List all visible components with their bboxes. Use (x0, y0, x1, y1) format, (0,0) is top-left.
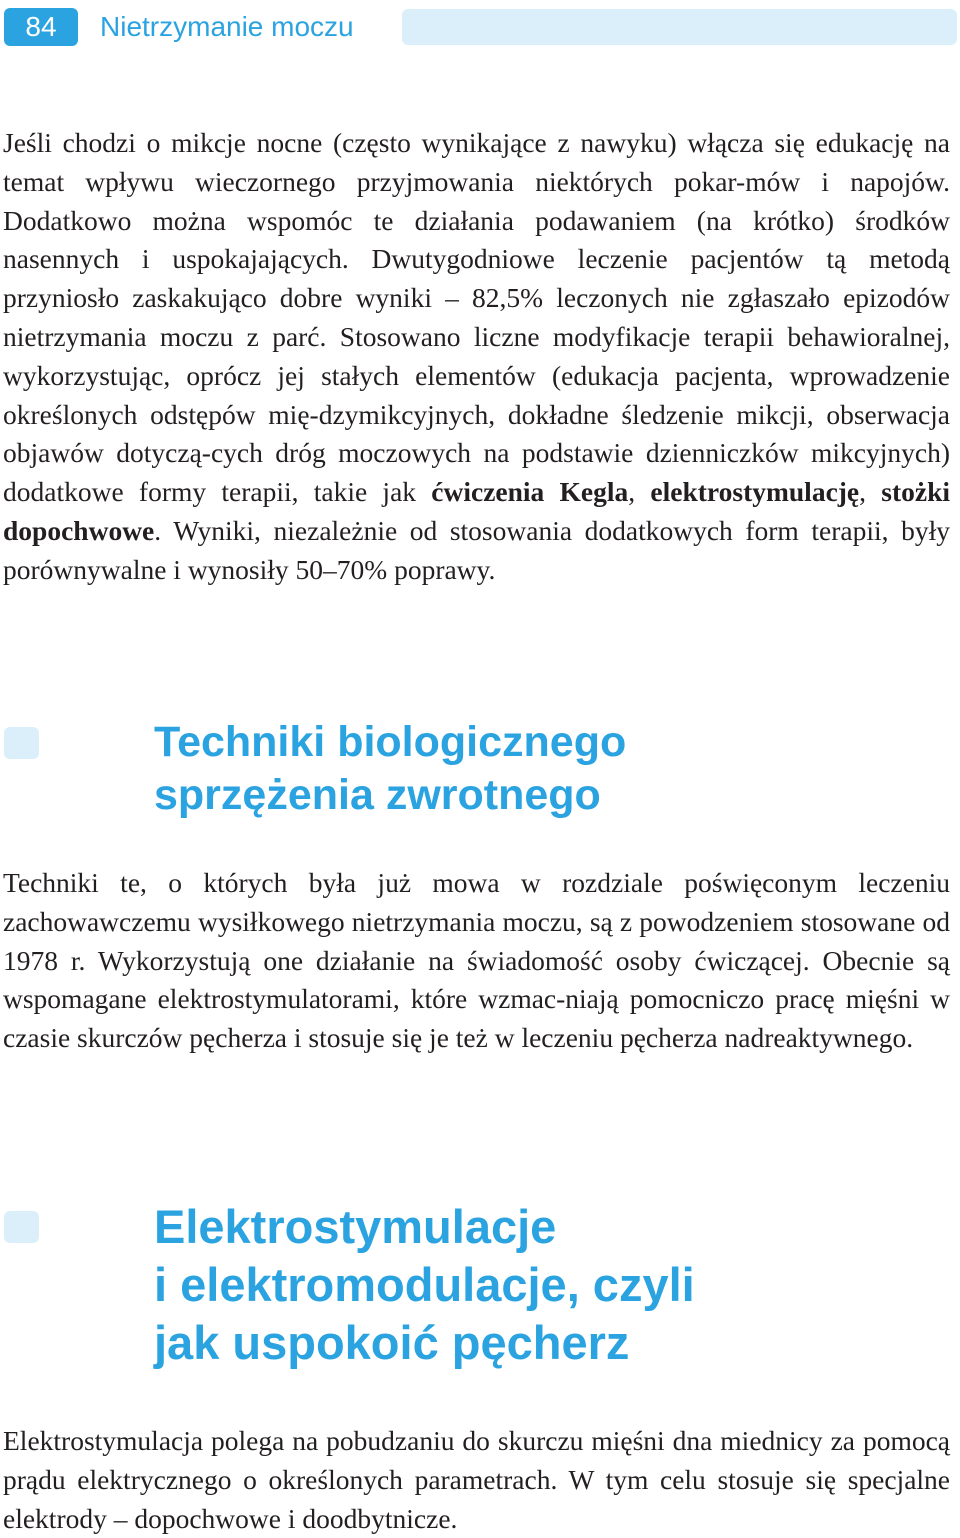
paragraph-line: liczne modyfikacje terapii behawioralnej, wykorzystując, oprócz jej stałych (3, 320, 950, 391)
paragraph-line: cych dróg moczowych na podstawie dzienniczków mikcyjnych) dodatkowe (3, 437, 950, 508)
section-heading-biofeedback (154, 716, 626, 822)
paragraph-line: zachowawczemu wysiłkowego nietrzymania moczu, są z powodzeniem (3, 905, 794, 937)
paragraph-line: ćwiczącej. Obecnie są wspomagane elektrostymulatorami, które wzmac- (3, 944, 950, 1015)
bold-term: stożki (881, 476, 951, 508)
page-header (0, 6, 960, 48)
biofeedback-paragraph (3, 864, 950, 1058)
paragraph-line: formy terapii, takie jak (138, 476, 432, 508)
paragraph-line: terapii, były porównywalne i wynosiły 50–70% poprawy. (3, 514, 951, 585)
paragraph-line: leczonych nie zgłaszało epizodów nietrzymania moczu z parć. Stosowano (3, 282, 950, 352)
paragraph-line: . Wyniki, niezależnie od stosowania dodatkowych form (154, 514, 799, 546)
heading-line: jak uspokoić pęcherz (154, 1316, 630, 1369)
bold-term: elektrostymulację (650, 476, 860, 508)
paragraph-line: też w leczeniu pęcherza nadreaktywnego. (455, 1022, 914, 1054)
heading-line: i elektromodulacje, czyli (154, 1258, 695, 1311)
heading-line: Elektrostymulacje (154, 1200, 557, 1253)
running-title: Nietrzymanie moczu (100, 11, 354, 42)
paragraph-line: pomocą prądu elektrycznego o określonych parametrach. W tym celu (3, 1425, 950, 1495)
electrostimulation-paragraph (3, 1422, 950, 1538)
header-decorative-bar (402, 9, 957, 45)
heading-line: Techniki biologicznego (154, 718, 627, 766)
heading-line: sprzężenia zwrotnego (154, 771, 601, 819)
bold-term: ćwiczenia Kegla (431, 476, 629, 508)
separator: , (628, 476, 651, 508)
paragraph-line: niają pomocniczo pracę mięśni w czasie skurczów pęcherza i stosuje się je (3, 983, 950, 1054)
paragraph-line: mów i napojów. Dodatkowo można wspomóc te działania podawaniem (na (3, 165, 950, 236)
paragraph-line: krótko) środków nasennych i uspokajających. Dwutygodniowe leczenie (3, 204, 950, 275)
page-number-badge: 84 (4, 8, 78, 46)
section-heading-electrostimulation (154, 1198, 695, 1372)
section-marker (4, 727, 39, 759)
section-marker (4, 1211, 39, 1243)
intro-paragraph (3, 124, 950, 590)
paragraph-line: pacjentów tą metodą przyniosło zaskakująco dobre wyniki – 82,5% (3, 243, 951, 314)
paragraph-line: stosowane od 1978 r. Wykorzystują one działanie na świadomość osoby (3, 905, 950, 976)
paragraph-line: stosuje się specjalne elektrody – dopochwowe i doodbytnicze. (3, 1463, 951, 1534)
paragraph-line: elementów (edukacja pacjenta, wprowadzenie określonych odstępów mię- (3, 359, 950, 430)
paragraph-line: Techniki te, o których była już mowa w rozdziale poświęconym leczeniu (3, 867, 950, 898)
paragraph-line: Elektrostymulacja polega na pobudzaniu do skurczu mięśni dna miednicy za (3, 1425, 855, 1456)
paragraph-line: Jeśli chodzi o mikcje nocne (często wynikające z nawyku) włącza się (3, 127, 805, 158)
separator: , (859, 476, 882, 508)
bold-term: dopochwowe (3, 514, 155, 546)
paragraph-line: dzymikcyjnych, dokładne śledzenie mikcji, obserwacja objawów dotyczą- (3, 398, 950, 469)
paragraph-line: edukację na temat wpływu wieczornego przyjmowania niektórych pokar- (3, 127, 951, 197)
